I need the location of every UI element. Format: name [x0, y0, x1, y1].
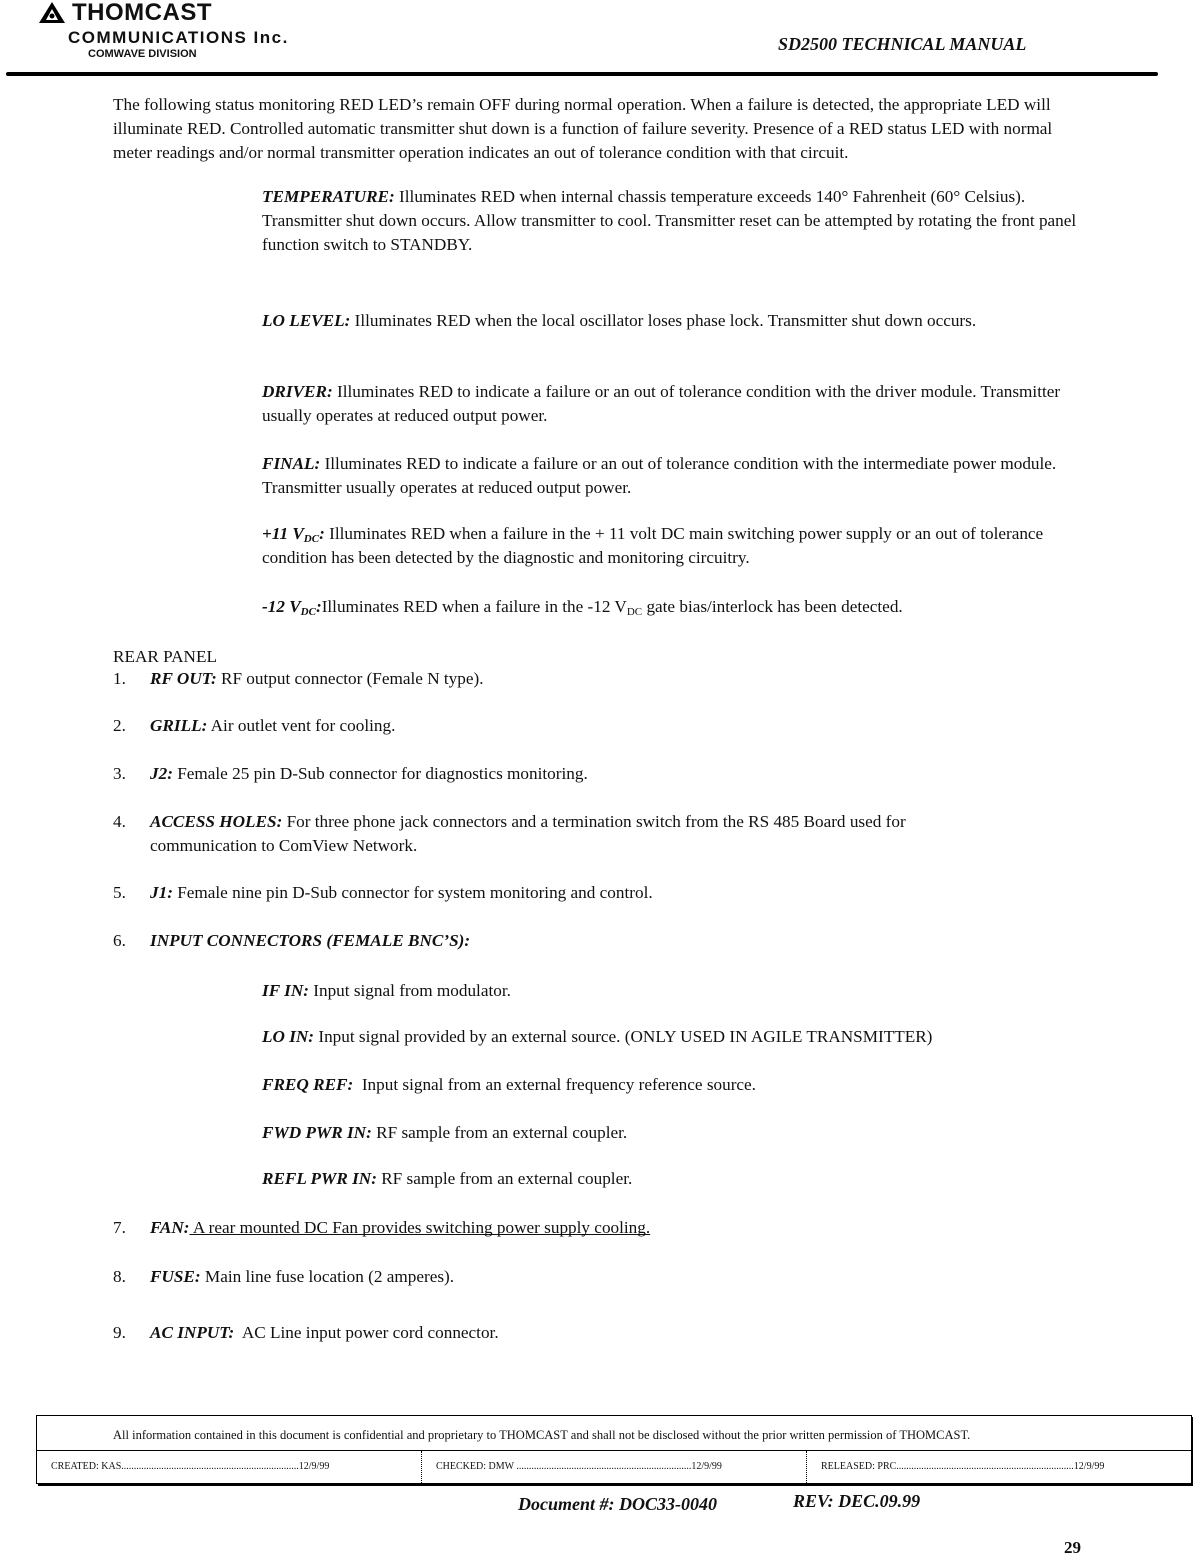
input-label: LO IN: — [262, 1027, 315, 1046]
rear-item-rf-out — [113, 667, 1073, 691]
item-label: FAN: — [150, 1218, 190, 1237]
rear-item-fuse — [113, 1265, 1073, 1289]
item-label: FUSE: — [150, 1267, 201, 1286]
rear-item-ac-input — [113, 1321, 1073, 1345]
division-name: COMWAVE DIVISION — [88, 48, 197, 60]
company-logo — [38, 0, 289, 61]
rear-item-input-connectors — [113, 929, 1073, 953]
item-description: Main line fuse location (2 amperes). — [200, 1267, 455, 1286]
led-driver — [262, 380, 1092, 428]
led-description-subscript: DC — [626, 606, 643, 618]
item-number: 7. — [113, 1218, 126, 1237]
item-number: 2. — [113, 716, 126, 735]
led-description-b: gate bias/interlock has been detected. — [642, 597, 903, 616]
item-label: AC INPUT: — [150, 1323, 235, 1342]
footer-box — [36, 1415, 1192, 1484]
header-divider — [6, 72, 1158, 76]
item-number: 8. — [113, 1267, 126, 1286]
input-label: REFL PWR IN: — [262, 1169, 377, 1188]
led-label: FINAL: — [262, 454, 321, 473]
item-label: INPUT CONNECTORS (FEMALE BNC’S): — [150, 931, 471, 950]
led-label — [262, 524, 325, 543]
manual-title: SD2500 TECHNICAL MANUAL — [778, 34, 1027, 54]
rear-panel-heading: REAR PANEL — [113, 647, 217, 666]
led-label-subscript: DC — [300, 606, 316, 618]
page-number: 29 — [1064, 1538, 1081, 1557]
led-description: Illuminates RED when internal chassis temperature exceeds 140° Fahrenheit (60° Celsius). Transmitter shut down occurs. Allow transmitter to cool. Transmitter reset can be attempted by rotating the front panel function switch to STANDBY. — [262, 187, 1077, 254]
item-label: J1: — [150, 883, 173, 902]
document-number: Document #: DOC33-0040 — [518, 1494, 717, 1514]
input-description: RF sample from an external coupler. — [376, 1169, 633, 1188]
item-number: 1. — [113, 669, 126, 688]
item-number: 3. — [113, 764, 126, 783]
rear-item-j1 — [113, 881, 1073, 905]
rear-item-access-holes — [113, 810, 1073, 858]
company-subtitle: COMMUNICATIONS Inc. — [68, 28, 289, 47]
item-number: 6. — [113, 931, 126, 950]
input-label: FREQ REF: — [262, 1075, 354, 1094]
led-description: Illuminates RED when a failure in the + 11 volt DC main switching power supply or an out of tolerance condition has been detected by the diagnostic and monitoring circuitry. — [262, 524, 1044, 567]
item-label: ACCESS HOLES: — [150, 812, 283, 831]
item-label: RF OUT: — [150, 669, 217, 688]
item-description: Female 25 pin D-Sub connector for diagnostics monitoring. — [172, 764, 588, 783]
item-description: For three phone jack connectors and a termination switch from the RS 485 Board used for — [282, 812, 906, 831]
item-number: 5. — [113, 883, 126, 902]
led-minus-12vdc — [262, 595, 1092, 619]
rear-item-grill — [113, 714, 1073, 738]
led-description: Illuminates RED to indicate a failure or an out of tolerance condition with the intermediate power module. Transmitter usually operates at reduced output power. — [262, 454, 1057, 497]
created-cell: CREATED: KAS.......................................................................12/9/99 — [37, 1451, 422, 1483]
thomcast-logo-icon — [38, 1, 66, 25]
item-label: GRILL: — [150, 716, 208, 735]
item-number: 9. — [113, 1323, 126, 1342]
input-description: Input signal from an external frequency reference source. — [353, 1075, 756, 1094]
led-label: TEMPERATURE: — [262, 187, 395, 206]
intro-paragraph: The following status monitoring RED LED’s remain OFF during normal operation. When a failure is detected, the appropriate LED will illuminate RED. Controlled automatic transmitter shut down is a function of failure severity. Presence of a RED status LED with normal meter readings and/or normal transmitter operation indicates an out of tolerance condition with that circuit. — [113, 95, 1053, 162]
led-label-colon: : — [315, 597, 322, 616]
led-final — [262, 452, 1092, 500]
signoff-row — [37, 1451, 1191, 1483]
released-cell: RELEASED: PRC.......................................................................12/9/99 — [821, 1461, 1105, 1472]
item-description: AC Line input power cord connector. — [234, 1323, 499, 1342]
input-freq-ref — [262, 1073, 1122, 1097]
input-if-in — [262, 979, 1122, 1003]
input-description: RF sample from an external coupler. — [371, 1123, 628, 1142]
led-description-a: Illuminates RED when a failure in the -12 V — [321, 597, 627, 616]
input-refl-pwr-in — [262, 1167, 1122, 1191]
rear-item-j2 — [113, 762, 1073, 786]
item-description: Female nine pin D-Sub connector for system monitoring and control. — [172, 883, 653, 902]
company-name: THOMCAST — [72, 0, 212, 26]
input-label: FWD PWR IN: — [262, 1123, 372, 1142]
led-label-colon: : — [319, 524, 325, 543]
checked-cell: CHECKED: DMW ......................................................................12/9/99 — [422, 1451, 807, 1483]
led-label — [262, 597, 322, 616]
led-description: Illuminates RED when the local oscillator loses phase lock. Transmitter shut down occurs. — [350, 311, 977, 330]
input-lo-in — [262, 1025, 1122, 1049]
input-description: Input signal provided by an external source. (ONLY USED IN AGILE TRANSMITTER) — [314, 1027, 933, 1046]
item-description: RF output connector (Female N type). — [216, 669, 484, 688]
input-fwd-pwr-in — [262, 1121, 1122, 1145]
led-temperature — [262, 185, 1092, 257]
rear-item-fan — [113, 1216, 1073, 1240]
input-description: Input signal from modulator. — [308, 981, 511, 1000]
led-label: LO LEVEL: — [262, 311, 351, 330]
item-number: 4. — [113, 812, 126, 831]
revision: REV: DEC.09.99 — [793, 1491, 921, 1511]
led-plus-11vdc — [262, 522, 1092, 570]
led-description: Illuminates RED to indicate a failure or an out of tolerance condition with the driver module. Transmitter usually operates at reduced output power. — [262, 382, 1061, 425]
led-label-text: -12 V — [262, 597, 301, 616]
item-description-continued: communication to ComView Network. — [150, 836, 418, 855]
led-label: DRIVER: — [262, 382, 333, 401]
item-label: J2: — [150, 764, 173, 783]
led-lo-level — [262, 309, 1092, 333]
item-description: A rear mounted DC Fan provides switching power supply cooling. — [189, 1218, 651, 1237]
item-description: Air outlet vent for cooling. — [207, 716, 396, 735]
led-label-subscript: DC — [303, 533, 320, 545]
input-label: IF IN: — [262, 981, 309, 1000]
confidentiality-notice: All information contained in this document is confidential and proprietary to THOMCAST and shall not be disclosed without the prior written permission of THOMCAST. — [37, 1416, 1191, 1451]
led-label-text: +11 V — [262, 524, 304, 543]
